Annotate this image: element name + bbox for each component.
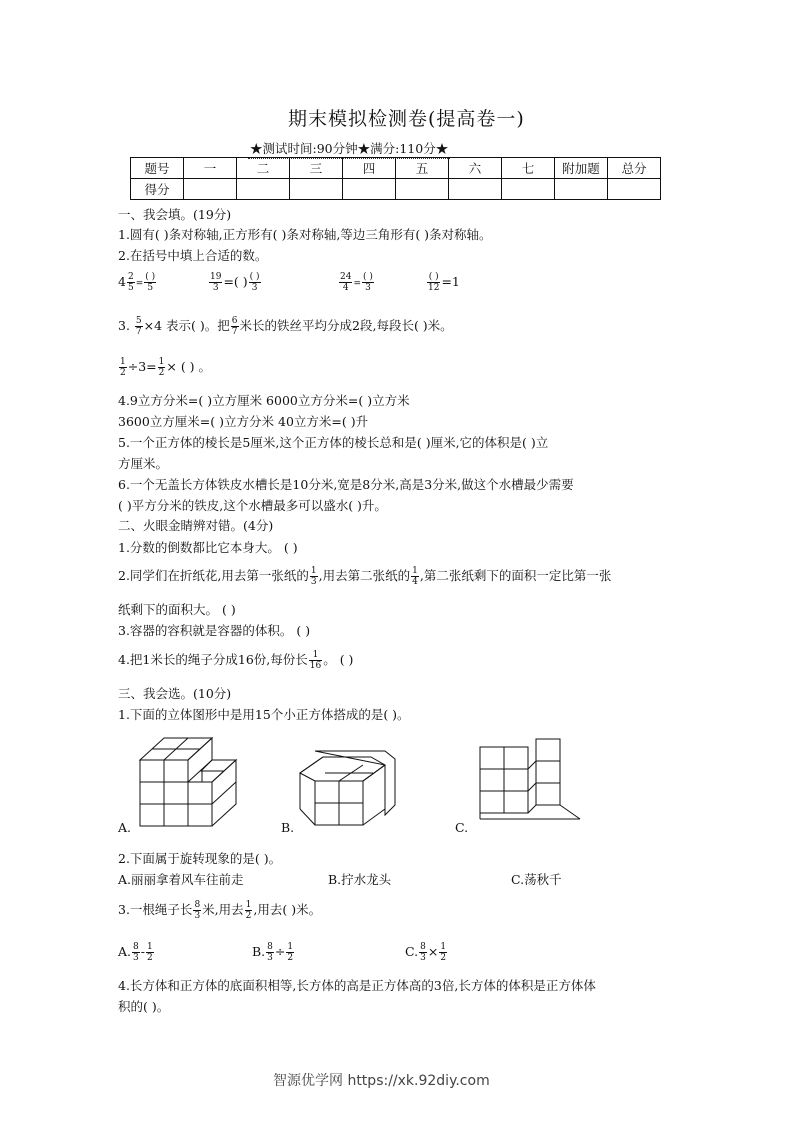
q3-2-option-a: A.丽丽拿着风车往前走	[118, 872, 244, 887]
question-2-2: 2.同学们在折纸花,用去第一张纸的 $\frac{1}{3}$ ,用去第二张纸的 $\frac{1}{4}$ ,第二张纸剩下的面积一定比第一张	[118, 566, 612, 587]
fraction: $\frac{( )}{3}$	[363, 272, 373, 293]
fraction: $\frac{8}{3}$	[420, 942, 426, 963]
fraction: $\frac{1}{2}$	[120, 357, 126, 378]
q3-3-option-a: A. $\frac{8}{3}$ - $\frac{1}{2}$	[118, 942, 153, 963]
question-1-2: 2.在括号中填上合适的数。	[118, 248, 268, 263]
figure-option-a	[130, 732, 245, 827]
figure-option-c	[470, 735, 590, 825]
fraction: $\frac{1}{2}$	[440, 942, 447, 963]
fraction: $\frac{1}{2}$	[245, 900, 252, 921]
score-header-cell: 二	[237, 158, 290, 179]
question-1-3b: $\frac{1}{2}$ ÷3= $\frac{1}{2}$ × ( ) 。	[120, 357, 212, 378]
question-1-6b: ( )平方分米的铁皮,这个水槽最多可以盛水( )升。	[118, 498, 387, 513]
figure-option-b	[295, 745, 410, 830]
q1-2-item-d: $\frac{( )}{12}$ =1	[428, 272, 460, 293]
option-c-label: C.	[455, 820, 469, 835]
q1-2-item-b: $\frac{19}{3}$ =( ) $\frac{( )}{3}$	[210, 272, 260, 293]
score-header-cell: 附加题	[555, 158, 608, 179]
question-3-3: 3.一根绳子长 $\frac{8}{3}$ 米,用去 $\frac{1}{2}$ ,用去( )米。	[118, 900, 322, 921]
fraction: $\frac{1}{2}$	[287, 942, 294, 963]
question-2-4: 4.把1米长的绳子分成16份,每份长 $\frac{1}{16}$ 。 ( )	[118, 650, 354, 671]
fraction: $\frac{8}{3}$	[267, 942, 273, 963]
question-3-4a: 4.长方体和正方体的底面积相等,长方体的高是正方体高的3倍,长方体的体积是正方体体	[118, 978, 596, 993]
fraction: $\frac{1}{2}$	[146, 942, 153, 963]
fraction: $\frac{24}{4}$	[340, 272, 352, 293]
q1-2-item-c: $\frac{24}{4}$ = $\frac{( )}{3}$	[340, 272, 373, 293]
fraction: $\frac{6}{7}$	[231, 316, 238, 337]
score-header-cell: 五	[396, 158, 449, 179]
question-1-4a: 4.9立方分米=( )立方厘米 6000立方分米=( )立方米	[118, 393, 410, 408]
score-input-cell[interactable]	[449, 179, 502, 200]
fraction: $\frac{5}{7}$	[135, 316, 142, 337]
fraction: $\frac{( )}{5}$	[145, 272, 156, 293]
question-1-5a: 5.一个正方体的棱长是5厘米,这个正方体的棱长总和是( )厘米,它的体积是( )立	[118, 435, 549, 450]
question-2-3: 3.容器的容积就是容器的体积。 ( )	[118, 623, 311, 638]
question-1-4b: 3600立方厘米=( )立方分米 40立方米=( )升	[118, 414, 369, 429]
section3-heading: 三、我会选。(10分)	[118, 686, 232, 701]
question-1-3: 3. $\frac{5}{7}$ ×4 表示( )。把 $\frac{6}{7}$ 米长的铁丝平均分成2段,每段长( )米。	[118, 316, 453, 337]
fraction: $\frac{( )}{3}$	[249, 272, 260, 293]
score-table-header-row	[131, 158, 661, 179]
fraction: $\frac{8}{3}$	[133, 942, 139, 963]
score-input-cell[interactable]	[290, 179, 343, 200]
option-a-label: A.	[118, 820, 132, 835]
score-input-cell[interactable]	[343, 179, 396, 200]
score-row-label: 得分	[131, 179, 184, 200]
score-table	[130, 157, 661, 200]
fraction: $\frac{19}{3}$	[210, 272, 222, 293]
page-subtitle: ★测试时间:90分钟★满分:110分★	[248, 139, 450, 159]
fraction: $\frac{( )}{12}$	[428, 272, 440, 293]
question-3-4b: 积的( )。	[118, 999, 170, 1014]
fraction: $\frac{1}{4}$	[412, 566, 418, 587]
score-input-cell[interactable]	[184, 179, 237, 200]
page-title: 期末模拟检测卷(提高卷一)	[288, 108, 525, 130]
question-1-6a: 6.一个无盖长方体铁皮水槽长是10分米,宽是8分米,高是3分米,做这个水槽最少需要	[118, 477, 574, 492]
score-input-cell[interactable]	[396, 179, 449, 200]
q3-3-option-b: B. $\frac{8}{3}$ ÷ $\frac{1}{2}$	[252, 942, 294, 963]
score-header-cell: 七	[502, 158, 555, 179]
section2-heading: 二、火眼金睛辨对错。(4分)	[118, 518, 274, 533]
question-2-1: 1.分数的倒数都比它本身大。 ( )	[118, 540, 298, 555]
score-input-cell[interactable]	[237, 179, 290, 200]
footer-watermark: 智源优学网 https://xk.92diy.com	[273, 1073, 490, 1089]
q3-2-option-c: C.荡秋千	[511, 872, 562, 887]
q1-2-item-a: 4 $\frac{2}{5}$ = $\frac{( )}{5}$	[118, 272, 156, 293]
score-input-cell[interactable]	[502, 179, 555, 200]
fraction: $\frac{1}{16}$	[309, 650, 322, 671]
score-header-cell: 题号	[131, 158, 184, 179]
q3-3-option-c: C. $\frac{8}{3}$ × $\frac{1}{2}$	[405, 942, 447, 963]
score-header-cell: 四	[343, 158, 396, 179]
question-1-1: 1.圆有( )条对称轴,正方形有( )条对称轴,等边三角形有( )条对称轴。	[118, 227, 492, 242]
score-input-cell[interactable]	[608, 179, 661, 200]
question-2-2b: 纸剩下的面积大。 ( )	[118, 602, 236, 617]
score-header-cell: 三	[290, 158, 343, 179]
question-1-5b: 方厘米。	[118, 456, 169, 471]
fraction: $\frac{8}{3}$	[194, 900, 201, 921]
fraction: $\frac{1}{3}$	[310, 566, 317, 587]
score-table-score-row	[131, 179, 661, 200]
fraction: $\frac{2}{5}$	[127, 272, 134, 293]
score-header-cell: 六	[449, 158, 502, 179]
score-input-cell[interactable]	[555, 179, 608, 200]
question-3-1: 1.下面的立体图形中是用15个小正方体搭成的是( )。	[118, 707, 410, 722]
score-header-cell: 总分	[608, 158, 661, 179]
option-b-label: B.	[281, 820, 295, 835]
q3-2-option-b: B.拧水龙头	[328, 872, 392, 887]
score-header-cell: 一	[184, 158, 237, 179]
question-3-2: 2.下面属于旋转现象的是( )。	[118, 851, 282, 866]
fraction: $\frac{1}{2}$	[158, 357, 165, 378]
section1-heading: 一、我会填。(19分)	[118, 207, 232, 222]
